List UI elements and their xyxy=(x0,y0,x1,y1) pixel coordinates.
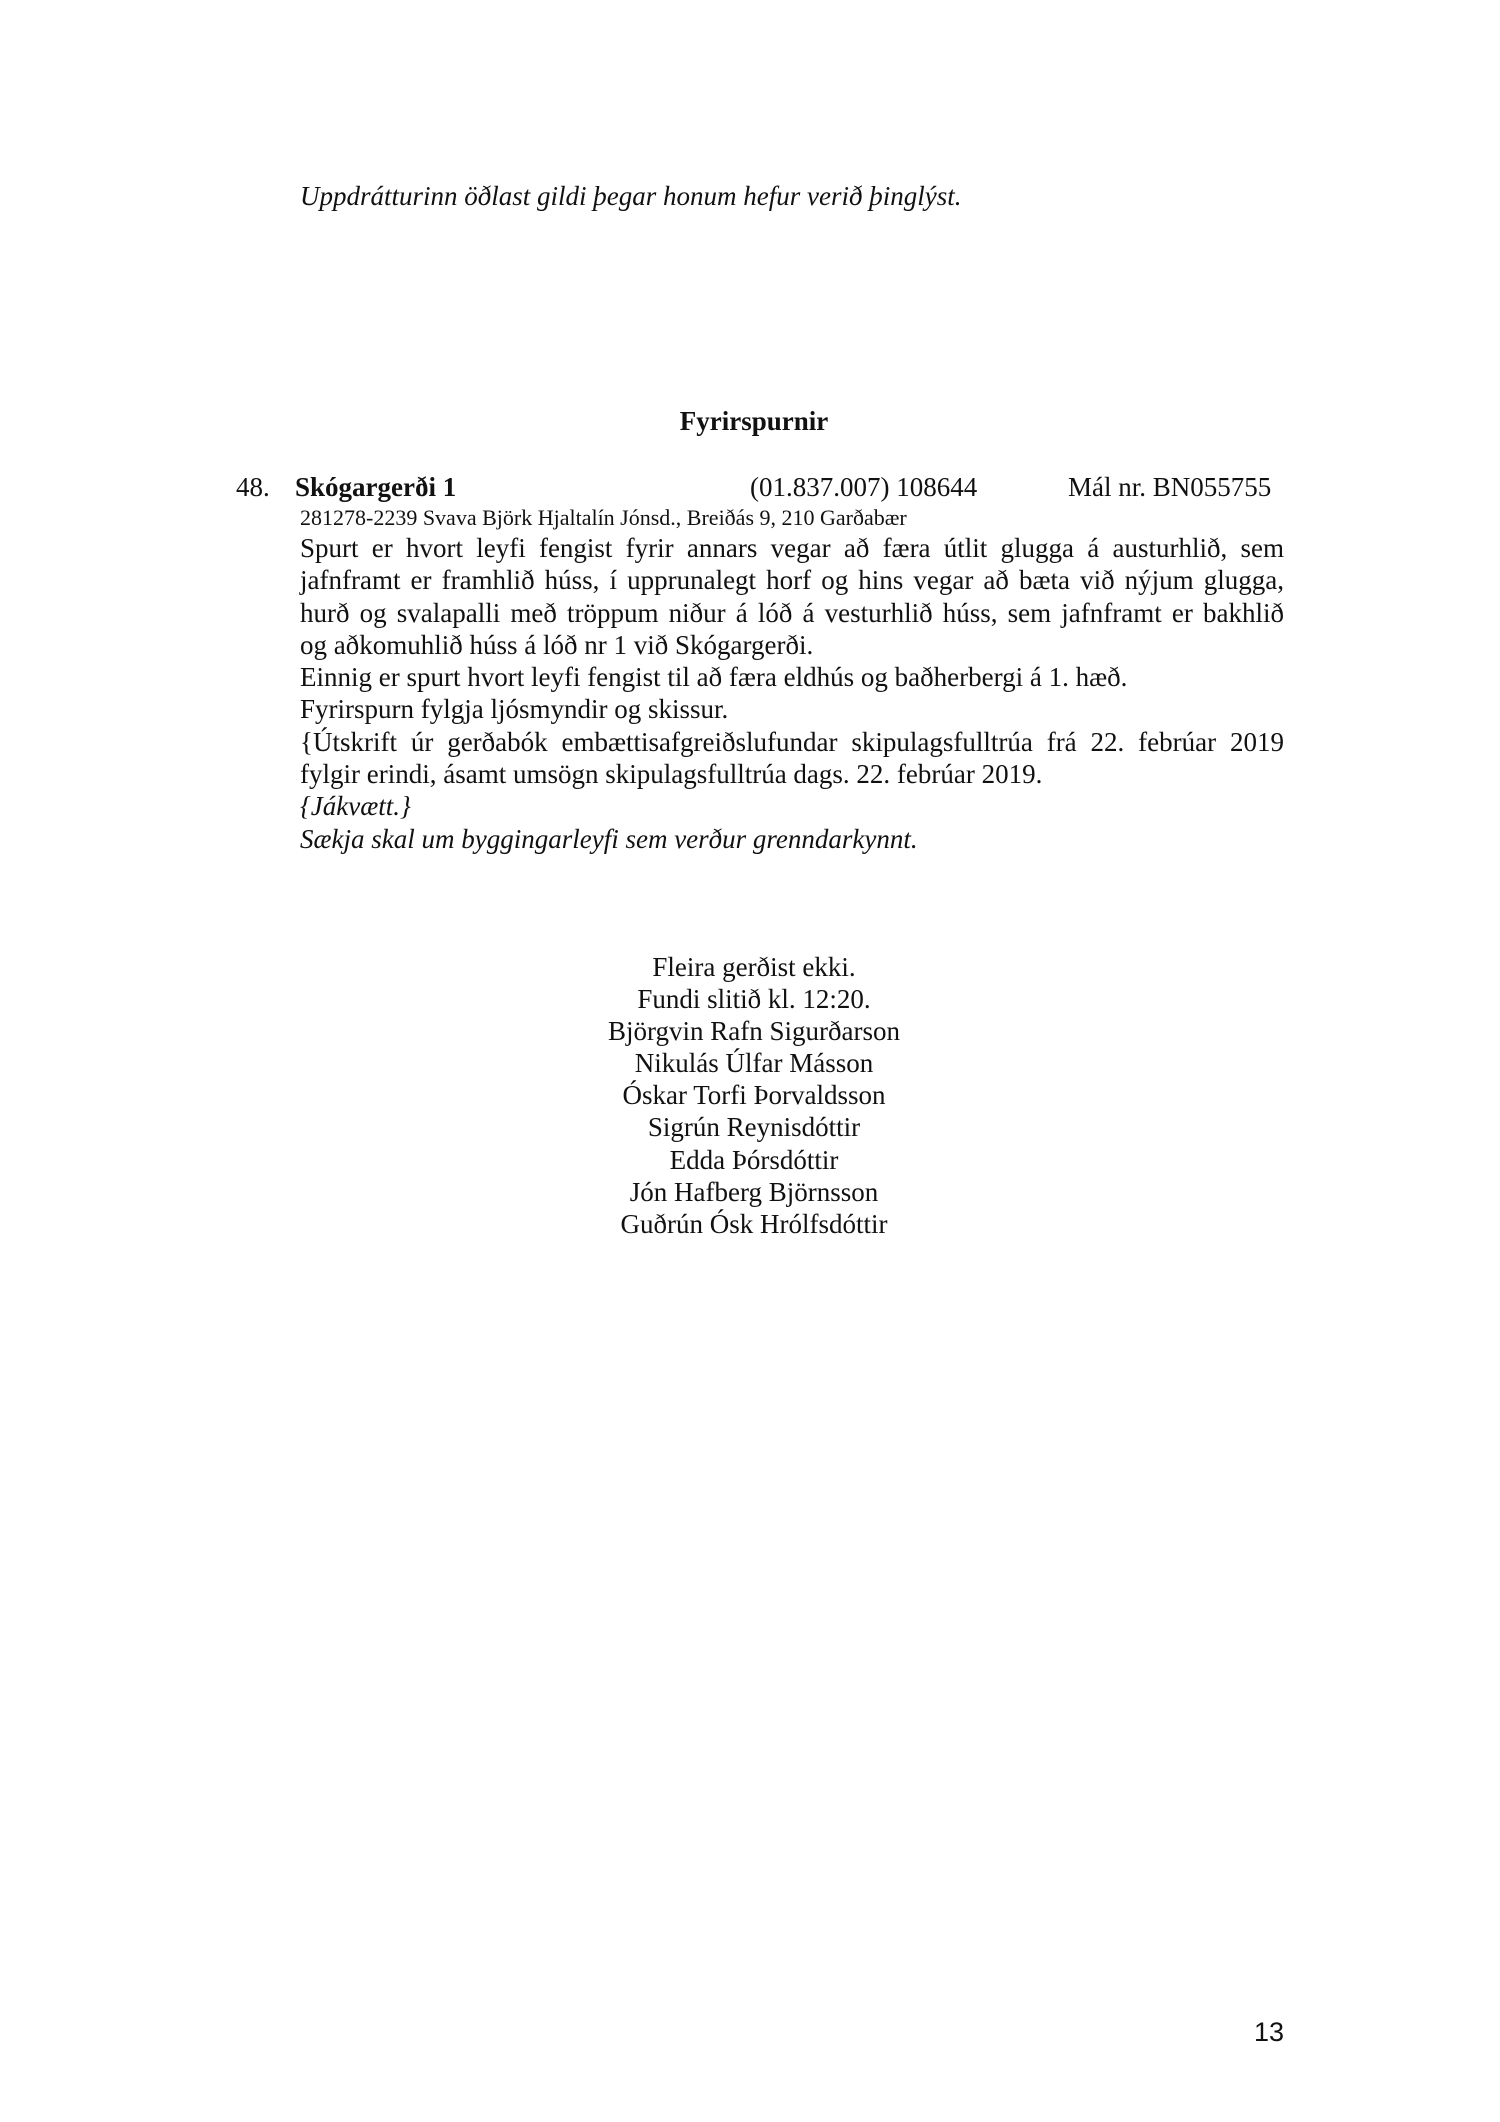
applicant: 281278-2239 Svava Björk Hjaltalín Jónsd., Breiðás 9, 210 Garðabær xyxy=(300,505,907,530)
attendee: Edda Þórsdóttir xyxy=(669,1144,839,1175)
attendee: Björgvin Rafn Sigurðarson xyxy=(608,1016,900,1047)
page-number: 13 xyxy=(1253,2017,1284,2047)
instruction: Sækja skal um byggingarleyfi sem verður grenndarkynnt. xyxy=(300,823,918,854)
closing-block xyxy=(0,951,1500,1240)
decision: {Jákvætt.} xyxy=(300,791,411,822)
case-reference: Mál nr. BN055755 xyxy=(1068,472,1272,502)
top-note: Uppdrátturinn öðlast gildi þegar honum hefur verið þinglýst. xyxy=(300,181,962,211)
section-heading: Fyrirspurnir xyxy=(679,406,829,436)
attendee: Nikulás Úlfar Másson xyxy=(634,1048,874,1079)
question-line: og aðkomuhlið húss á lóð nr 1 við Skógargerði. xyxy=(300,629,814,660)
case-address: Skógargerði 1 xyxy=(295,472,457,502)
question-line: hurð og svalapalli með tröppum niður á lóð á vesturhlið húss, sem jafnframt er bakhlið xyxy=(300,597,1284,628)
closing-line: Fleira gerðist ekki. xyxy=(652,952,856,982)
case-number: 48. xyxy=(236,472,270,502)
closing-line: Fundi slitið kl. 12:20. xyxy=(637,984,871,1015)
attendee: Jón Hafberg Björnsson xyxy=(629,1176,879,1207)
excerpt-line: {Útskrift úr gerðabók embættisafgreiðslufundar skipulagsfulltrúa frá 22. febrúar 2019 xyxy=(300,726,1284,757)
case-land-id: (01.837.007) 108644 xyxy=(750,472,978,502)
question-2: Einnig er spurt hvort leyfi fengist til að færa eldhús og baðherbergi á 1. hæð. xyxy=(300,662,1128,693)
attendee: Guðrún Ósk Hrólfsdóttir xyxy=(620,1208,888,1239)
attachments-note: Fyrirspurn fylgja ljósmyndir og skissur. xyxy=(300,694,729,725)
attendee: Óskar Torfi Þorvaldsson xyxy=(622,1080,886,1111)
attendee: Sigrún Reynisdóttir xyxy=(647,1112,861,1143)
question-line: jafnframt er framhlið húss, í upprunalegt horf og hins vegar að bæta við nýjum glugga, xyxy=(300,565,1284,596)
question-line: Spurt er hvort leyfi fengist fyrir annars vegar að færa útlit glugga á austurhlið, sem xyxy=(300,533,1284,563)
excerpt-line: fylgir erindi, ásamt umsögn skipulagsfulltrúa dags. 22. febrúar 2019. xyxy=(300,759,1043,790)
case-body xyxy=(300,532,1284,855)
